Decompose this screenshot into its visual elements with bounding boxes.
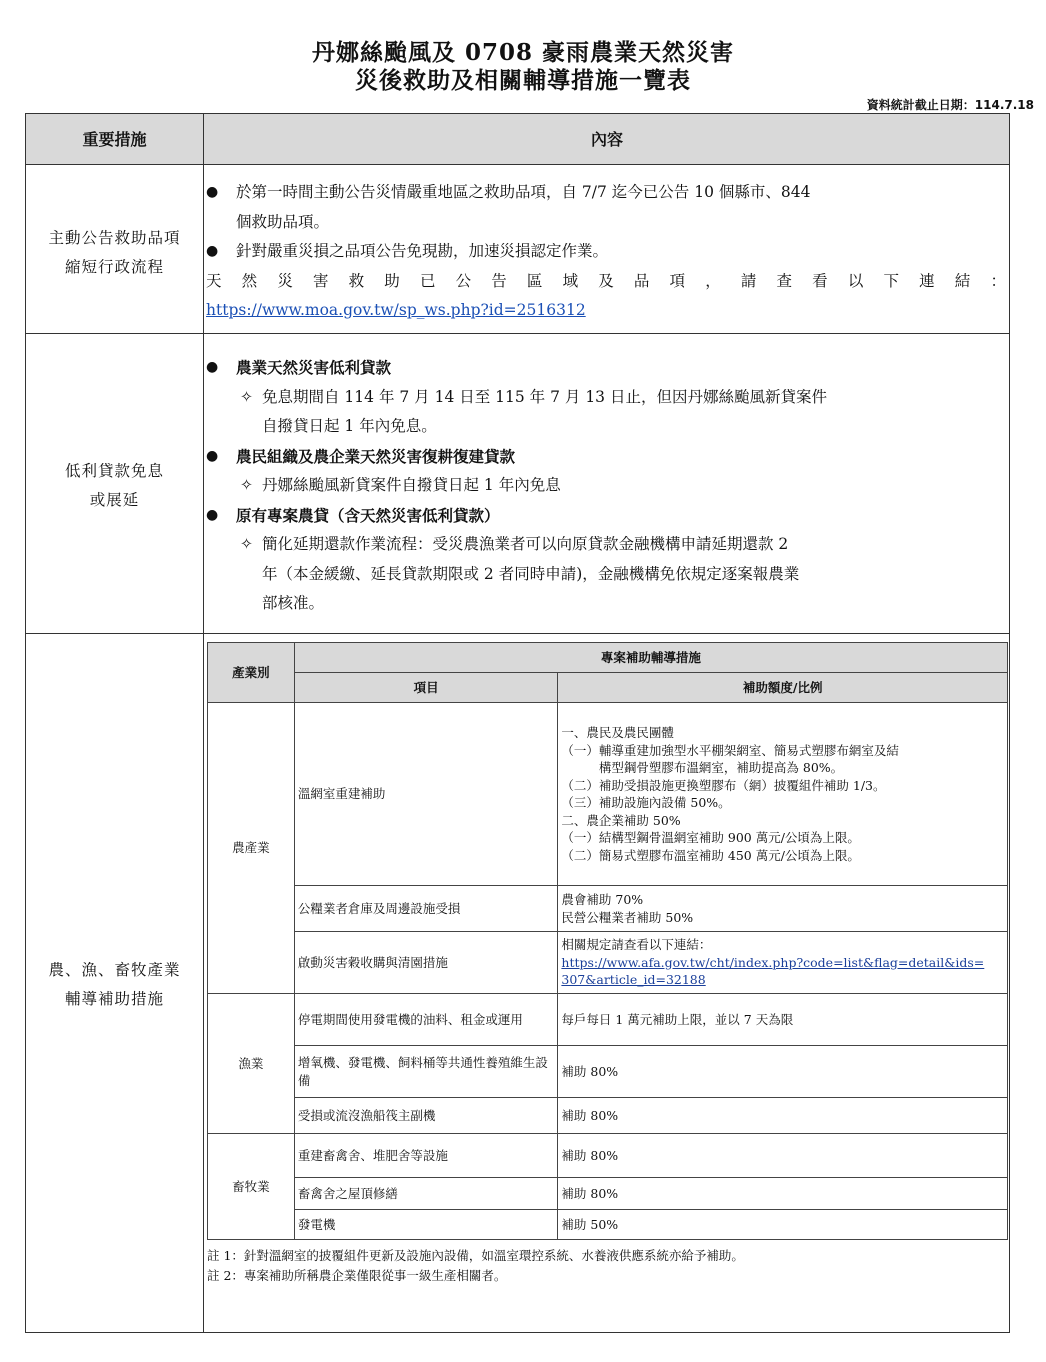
list-item: ● 針對嚴重災損之品項公告免現勘，加速災損認定作業。: [204, 237, 1010, 267]
as-of-date: 資料統計截止日期：114.7.18: [866, 98, 1034, 112]
table-row: 啟動災害穀收購與清園措施 相關規定請查看以下連結： https://www.afa.gov.tw/cht/index.php?code=list&flag=detail&ids= 307&article_id=32188: [208, 932, 1008, 994]
link-intro-char: 品: [633, 271, 650, 290]
link-intro-char: ，: [705, 271, 721, 290]
subsidy-table: [207, 642, 1008, 1240]
th-amount: 補助額度/比例: [558, 673, 1008, 703]
link-intro-char: 項: [669, 271, 686, 290]
table-row: 漁業 停電期間使用發電機的油料、租金或運用 每戶每日 1 萬元補助上限，並以 7 天為限: [208, 994, 1008, 1046]
table-row: 受損或流沒漁船筏主副機 補助 80%: [208, 1098, 1008, 1134]
row1-content: [204, 178, 1010, 326]
industry-fish: 漁業: [208, 994, 295, 1134]
afa-link[interactable]: https://www.afa.gov.tw/cht/index.php?code=list&flag=detail&ids= 307&article_id=32188: [561, 954, 985, 988]
page-title-line1: 丹娜絲颱風及 0708 豪雨農業天然災害: [311, 39, 735, 66]
link-intro-char: 下: [883, 271, 899, 290]
link-intro-char: 看: [812, 271, 828, 290]
table-header: [26, 114, 1009, 165]
loan-heading: ● 原有專案農貸（含天然災害低利貸款）: [204, 501, 1010, 531]
row-divider: [26, 333, 1009, 334]
link-intro-char: 結: [954, 271, 971, 290]
measures-table: [25, 113, 1010, 1333]
th-measures: 專案補助輔導措施: [294, 643, 1007, 673]
disaster-areas-link[interactable]: https://www.moa.gov.tw/sp_ws.php?id=2516312: [206, 301, 586, 319]
link-intro-char: 然: [241, 271, 258, 290]
link-intro-char: 天: [206, 271, 222, 290]
table-row: 公糧業者倉庫及周邊設施受損 農會補助 70% 民營公糧業者補助 50%: [208, 886, 1008, 932]
row2-content: [204, 353, 1010, 619]
link-intro-char: 已: [419, 271, 436, 290]
link-intro-char: 連: [919, 271, 935, 290]
link-intro-char: 告: [491, 271, 507, 290]
industry-agri: 農產業: [208, 703, 295, 994]
link-intro-char: 查: [776, 271, 793, 290]
table-notes: [207, 1246, 744, 1286]
link-intro-char: ：: [990, 271, 1006, 290]
link-intro-char: 及: [598, 271, 614, 290]
link-intro: [204, 267, 1010, 297]
industry-livestock: 畜牧業: [208, 1134, 295, 1240]
header-content: 內容: [590, 130, 623, 149]
th-industry: 產業別: [208, 643, 295, 703]
link-intro-char: 害: [312, 271, 329, 290]
link-intro-char: 區: [526, 271, 543, 290]
list-item: ✧ 丹娜絲颱風新貸案件自撥貸日起 1 年內免息: [204, 471, 1010, 501]
link-intro-char: 助: [384, 271, 400, 290]
table-row: 發電機 補助 50%: [208, 1210, 1008, 1240]
note-1: 註 1：針對溫網室的披覆組件更新及設施內設備，如溫室環控系統、水養液供應系統亦給予補助。: [207, 1248, 744, 1263]
row-divider: [26, 633, 1009, 634]
link-intro-char: 請: [740, 271, 757, 290]
link-intro-char: 救: [348, 271, 365, 290]
list-item: ✧ 簡化延期還款作業流程：受災農漁業者可以向原貸款金融機構申請延期還款 2 年（本金緩繳、延長貸款期限或 2 者同時申請)，金融機構免依規定逐案報農業 部核准。: [204, 530, 1010, 619]
list-item: ● 於第一時間主動公告災情嚴重地區之救助品項，自 7/7 迄今已公告 10 個縣市、844 個救助品項。: [204, 178, 1010, 237]
link-intro-char: 災: [277, 271, 293, 290]
table-row: 畜牧業 重建畜禽舍、堆肥舍等設施 補助 80%: [208, 1134, 1008, 1178]
loan-heading: ● 農民組織及農企業天然災害復耕復建貸款: [204, 442, 1010, 472]
header-measures: 重要措施: [82, 130, 147, 149]
th-item: 項目: [294, 673, 558, 703]
row2-label: 低利貸款免息 或展延: [64, 462, 164, 509]
page-title-line2: 災後救助及相關輔導措施一覽表: [355, 67, 691, 94]
row3-label: 農、漁、畜牧產業 輔導補助措施: [48, 961, 181, 1008]
amount-cell: 一、農民及農民團體 （一）輔導重建加強型水平棚架網室、簡易式塑膠布網室及結 構型鋼骨塑膠布溫網室，補助提高為 80%。 （二）補助受損設施更換塑膠布（網）披覆組件補助 1/3。 （三）補助設施內設備 50%。 二、農企業補助 50% （一）結構型鋼骨溫網室補助 900 萬元/公頃為上限。 （二）簡易式塑膠布溫室補助 450 萬元/公頃為上限。: [558, 703, 1008, 886]
note-2: 註 2：專案補助所稱農企業僅限從事一級生產相關者。: [207, 1268, 507, 1283]
link-intro-char: 以: [847, 271, 864, 290]
table-row: 農產業 溫網室重建補助 一、農民及農民團體 （一）輔導重建加強型水平棚架網室、簡易式塑膠布網室及結 構型鋼骨塑膠布溫網室，補助提高為 80%。 （二）補助受損設施更換塑膠布（網）披覆組件補助 1/3。 （三）補助設施內設備 50%。 二、農企業補助 50% （一）結構型鋼骨溫網室補助 900 萬元/公頃為上限。 （二）簡易式塑膠布溫室補助 450 萬元/公頃為上限。: [208, 703, 1008, 886]
link-intro-char: 公: [455, 271, 472, 290]
table-row: 增氧機、發電機、飼料桶等共通性養殖維生設備 補助 80%: [208, 1046, 1008, 1098]
loan-heading: ● 農業天然災害低利貸款: [204, 353, 1010, 383]
list-item: ✧ 免息期間自 114 年 7 月 14 日至 115 年 7 月 13 日止，但因丹娜絲颱風新貸案件 自撥貸日起 1 年內免息。: [204, 383, 1010, 442]
row1-label: 主動公告救助品項 縮短行政流程: [48, 229, 181, 276]
table-row: 畜禽舍之屋頂修繕 補助 80%: [208, 1178, 1008, 1210]
link-intro-char: 域: [562, 271, 579, 290]
